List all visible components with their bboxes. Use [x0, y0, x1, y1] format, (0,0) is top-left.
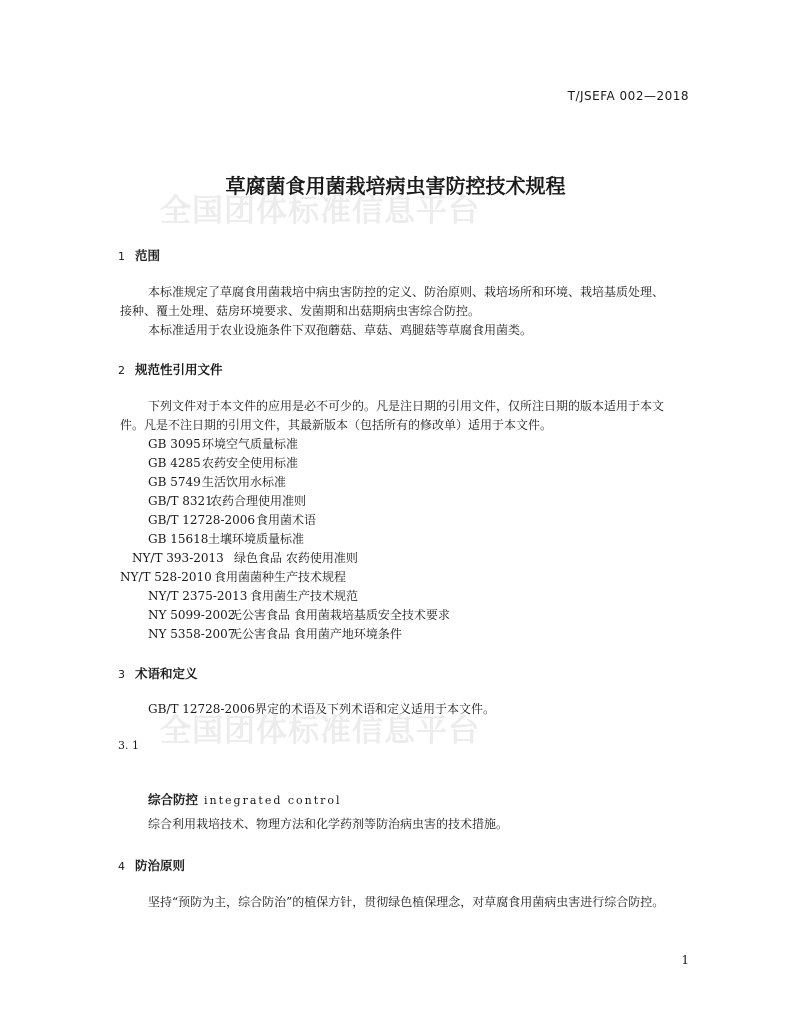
- section-heading-3: [118, 664, 198, 682]
- reference-name: 生活饮用水标准: [202, 475, 287, 489]
- term-name: 综合防控: [148, 792, 199, 807]
- term-entry: [148, 790, 342, 808]
- reference-item: [148, 454, 298, 471]
- reference-item: [148, 606, 450, 623]
- reference-name: 无公害食品 食用菌栽培基质安全技术要求: [230, 608, 450, 622]
- section-title: 范围: [135, 248, 161, 263]
- reference-code: NY/T 393-2013: [132, 551, 224, 565]
- reference-name: 土壤环境质量标准: [208, 532, 305, 546]
- reference-item: [148, 511, 316, 528]
- reference-item: [148, 587, 358, 604]
- watermark-top: 全国团体标准信息平台: [160, 193, 480, 229]
- reference-code: GB 3095: [148, 437, 201, 451]
- section-heading-4: [118, 856, 185, 874]
- section-title: 防治原则: [135, 858, 186, 873]
- page-number: 1: [681, 953, 689, 967]
- reference-name: 绿色食品 农药使用准则: [234, 551, 358, 565]
- reference-code: NY/T 528-2010: [120, 570, 212, 584]
- reference-code: NY/T 2375-2013: [148, 589, 248, 603]
- reference-item: [148, 530, 304, 547]
- reference-item: [148, 473, 286, 490]
- paragraph-line: 接种、覆土处理、菇房环境要求、发菌期和出菇期病虫害综合防控。: [120, 304, 481, 318]
- standard-number: T/JSEFA 002—2018: [567, 89, 689, 103]
- paragraph-line: 坚持“预防为主，综合防治”的植保方针，贯彻绿色植保理念，对草腐食用菌病虫害进行综合防控。: [148, 895, 665, 909]
- reference-item: [148, 492, 306, 509]
- paragraph-line: 下列文件对于本文件的应用是必不可少的。凡是注日期的引用文件，仅所注日期的版本适用于本文: [148, 399, 665, 413]
- reference-code: NY 5099-2002: [148, 608, 236, 622]
- section-number: 4: [118, 860, 125, 873]
- reference-item: [148, 435, 298, 452]
- term-definition: 综合利用栽培技术、物理方法和化学药剂等防治病虫害的技术措施。: [148, 817, 509, 831]
- reference-name: 食用菌菌种生产技术规程: [214, 570, 347, 584]
- section-number: 2: [118, 364, 125, 377]
- watermark-middle: 全国团体标准信息平台: [160, 713, 480, 749]
- reference-name: 环境空气质量标准: [202, 437, 299, 451]
- reference-item: [120, 568, 346, 585]
- reference-code: GB 5749: [148, 475, 201, 489]
- reference-code: GB/T 12728-2006: [148, 513, 256, 527]
- document-title: 草腐菌食用菌栽培病虫害防控技术规程: [225, 174, 566, 198]
- section-title: 术语和定义: [135, 666, 198, 681]
- reference-name: 无公害食品 食用菌产地环境条件: [230, 627, 402, 641]
- section-title: 规范性引用文件: [135, 362, 223, 377]
- paragraph-line: 本标准适用于农业设施条件下双孢蘑菇、草菇、鸡腿菇等草腐食用菌类。: [148, 323, 533, 337]
- section-heading-1: [118, 246, 160, 264]
- reference-code: GB 4285: [148, 456, 201, 470]
- paragraph-line: GB/T 12728-2006界定的术语及下列术语和定义适用于本文件。: [148, 702, 496, 716]
- reference-item: [132, 549, 358, 566]
- reference-item: [148, 625, 402, 642]
- reference-code: GB/T 8321: [148, 494, 213, 508]
- reference-name: 食用菌术语: [256, 513, 317, 527]
- paragraph-line: 件。凡是不注日期的引用文件，其最新版本（包括所有的修改单）适用于本文件。: [120, 418, 553, 432]
- reference-name: 农药合理使用准则: [210, 494, 307, 508]
- section-number: 3: [118, 668, 125, 681]
- reference-code: NY 5358-2007: [148, 627, 236, 641]
- reference-name: 食用菌生产技术规范: [250, 589, 359, 603]
- section-number: 1: [118, 250, 125, 263]
- term-english: integrated control: [204, 794, 342, 807]
- reference-code: GB 15618: [148, 532, 209, 546]
- term-number: 3. 1: [118, 739, 139, 752]
- reference-name: 农药安全使用标准: [202, 456, 299, 470]
- paragraph-line: 本标准规定了草腐食用菌栽培中病虫害防控的定义、防治原则、栽培场所和环境、栽培基质处理、: [148, 285, 665, 299]
- section-heading-2: [118, 360, 223, 378]
